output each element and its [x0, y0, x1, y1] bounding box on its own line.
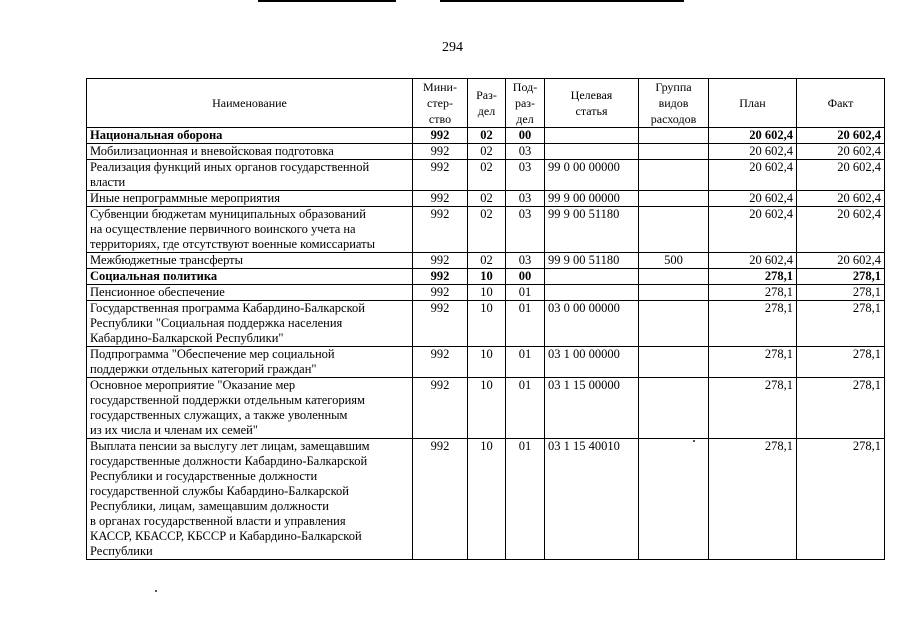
cell-group [639, 378, 709, 439]
cell-ministry: 992 [413, 378, 468, 439]
cell-name: Выплата пенсии за выслугу лет лицам, замещавшим государственные должности Кабардино-Балкарской Республики и государственные должности государственной службы Кабардино-Балкарской Республики, лицам, замещавшим должности в органах государственной власти и управления КАССР, КБАССР, КБССР и Кабардино-Балкарской Республики [87, 439, 413, 560]
expenditure-table [86, 78, 885, 560]
cell-section: 10 [468, 269, 506, 285]
cell-section: 10 [468, 439, 506, 560]
cell-section: 10 [468, 347, 506, 378]
cell-plan: 278,1 [709, 439, 797, 560]
cell-fact: 20 602,4 [797, 144, 885, 160]
top-rule-left [258, 0, 396, 2]
cell-subsection: 01 [506, 347, 545, 378]
cell-ministry: 992 [413, 144, 468, 160]
cell-group [639, 301, 709, 347]
table-row [87, 207, 885, 253]
column-header-plan: План [709, 79, 797, 128]
cell-section: 10 [468, 378, 506, 439]
cell-target: 99 9 00 00000 [545, 191, 639, 207]
cell-fact: 278,1 [797, 301, 885, 347]
table-row [87, 191, 885, 207]
cell-name: Реализация функций иных органов государственной власти [87, 160, 413, 191]
cell-group [639, 144, 709, 160]
cell-subsection: 03 [506, 144, 545, 160]
cell-ministry: 992 [413, 347, 468, 378]
cell-group [639, 285, 709, 301]
cell-name: Государственная программа Кабардино-Балкарской Республики "Социальная поддержка населения Кабардино-Балкарской Республики" [87, 301, 413, 347]
cell-section: 02 [468, 253, 506, 269]
cell-fact: 278,1 [797, 378, 885, 439]
column-header-section: Раз- дел [468, 79, 506, 128]
cell-subsection: 03 [506, 207, 545, 253]
cell-ministry: 992 [413, 128, 468, 144]
cell-name: Социальная политика [87, 269, 413, 285]
cell-ministry: 992 [413, 301, 468, 347]
cell-group [639, 191, 709, 207]
cell-plan: 278,1 [709, 285, 797, 301]
cell-subsection: 00 [506, 269, 545, 285]
cell-subsection: 00 [506, 128, 545, 144]
column-header-name: Наименование [87, 79, 413, 128]
cell-fact: 278,1 [797, 347, 885, 378]
cell-ministry: 992 [413, 191, 468, 207]
column-header-fact: Факт [797, 79, 885, 128]
cell-name: Иные непрограммные мероприятия [87, 191, 413, 207]
cell-fact: 20 602,4 [797, 253, 885, 269]
cell-name: Национальная оборона [87, 128, 413, 144]
cell-fact: 278,1 [797, 269, 885, 285]
cell-subsection: 01 [506, 378, 545, 439]
cell-fact: 20 602,4 [797, 160, 885, 191]
cell-plan: 278,1 [709, 347, 797, 378]
cell-plan: 20 602,4 [709, 128, 797, 144]
cell-section: 02 [468, 144, 506, 160]
cell-plan: 278,1 [709, 378, 797, 439]
cell-subsection: 01 [506, 439, 545, 560]
table-row [87, 269, 885, 285]
cell-target: 03 1 15 00000 [545, 378, 639, 439]
table-row [87, 285, 885, 301]
cell-ministry: 992 [413, 160, 468, 191]
column-header-target: Целевая статья [545, 79, 639, 128]
cell-plan: 20 602,4 [709, 160, 797, 191]
cell-group [639, 128, 709, 144]
cell-subsection: 03 [506, 160, 545, 191]
cell-name: Мобилизационная и вневойсковая подготовка [87, 144, 413, 160]
table-row [87, 128, 885, 144]
cell-group [639, 207, 709, 253]
table-row [87, 160, 885, 191]
cell-subsection: 03 [506, 191, 545, 207]
cell-section: 02 [468, 207, 506, 253]
cell-subsection: 01 [506, 285, 545, 301]
cell-target [545, 144, 639, 160]
table-row [87, 378, 885, 439]
cell-subsection: 01 [506, 301, 545, 347]
page-number: 294 [442, 40, 463, 55]
cell-target [545, 269, 639, 285]
cell-name: Подпрограмма "Обеспечение мер социальной поддержки отдельных категорий граждан" [87, 347, 413, 378]
column-header-subsection: Под- раз- дел [506, 79, 545, 128]
cell-target: 99 9 00 51180 [545, 253, 639, 269]
cell-fact: 278,1 [797, 439, 885, 560]
cell-ministry: 992 [413, 439, 468, 560]
table-row [87, 253, 885, 269]
scan-speck [693, 440, 695, 442]
cell-fact: 20 602,4 [797, 128, 885, 144]
cell-group [639, 347, 709, 378]
top-rule-right [440, 0, 684, 2]
cell-target: 99 0 00 00000 [545, 160, 639, 191]
cell-group [639, 160, 709, 191]
cell-name: Основное мероприятие "Оказание мер государственной поддержки отдельным категориям государственных служащих, а также уволенным из их числа и членам их семей" [87, 378, 413, 439]
table-header-row [87, 79, 885, 128]
cell-plan: 278,1 [709, 301, 797, 347]
column-header-ministry: Мини- стер- ство [413, 79, 468, 128]
cell-plan: 278,1 [709, 269, 797, 285]
cell-target: 03 1 15 40010 [545, 439, 639, 560]
cell-section: 02 [468, 160, 506, 191]
cell-name: Пенсионное обеспечение [87, 285, 413, 301]
cell-target: 03 0 00 00000 [545, 301, 639, 347]
cell-plan: 20 602,4 [709, 144, 797, 160]
table-row [87, 301, 885, 347]
table-row [87, 347, 885, 378]
cell-plan: 20 602,4 [709, 191, 797, 207]
cell-ministry: 992 [413, 253, 468, 269]
cell-plan: 20 602,4 [709, 253, 797, 269]
cell-section: 10 [468, 301, 506, 347]
table-body [87, 128, 885, 560]
cell-fact: 20 602,4 [797, 207, 885, 253]
cell-fact: 278,1 [797, 285, 885, 301]
cell-fact: 20 602,4 [797, 191, 885, 207]
cell-ministry: 992 [413, 285, 468, 301]
cell-group: 500 [639, 253, 709, 269]
cell-group [639, 439, 709, 560]
cell-target [545, 285, 639, 301]
cell-section: 10 [468, 285, 506, 301]
cell-group [639, 269, 709, 285]
cell-target: 03 1 00 00000 [545, 347, 639, 378]
column-header-group: Группа видов расходов [639, 79, 709, 128]
cell-target: 99 9 00 51180 [545, 207, 639, 253]
cell-name: Межбюджетные трансферты [87, 253, 413, 269]
table-row [87, 144, 885, 160]
cell-subsection: 03 [506, 253, 545, 269]
cell-section: 02 [468, 128, 506, 144]
cell-ministry: 992 [413, 207, 468, 253]
cell-ministry: 992 [413, 269, 468, 285]
table-row [87, 439, 885, 560]
cell-plan: 20 602,4 [709, 207, 797, 253]
scan-speck [155, 590, 157, 592]
cell-target [545, 128, 639, 144]
cell-name: Субвенции бюджетам муниципальных образований на осуществление первичного воинского учета на территориях, где отсутствуют военные комиссариаты [87, 207, 413, 253]
cell-section: 02 [468, 191, 506, 207]
